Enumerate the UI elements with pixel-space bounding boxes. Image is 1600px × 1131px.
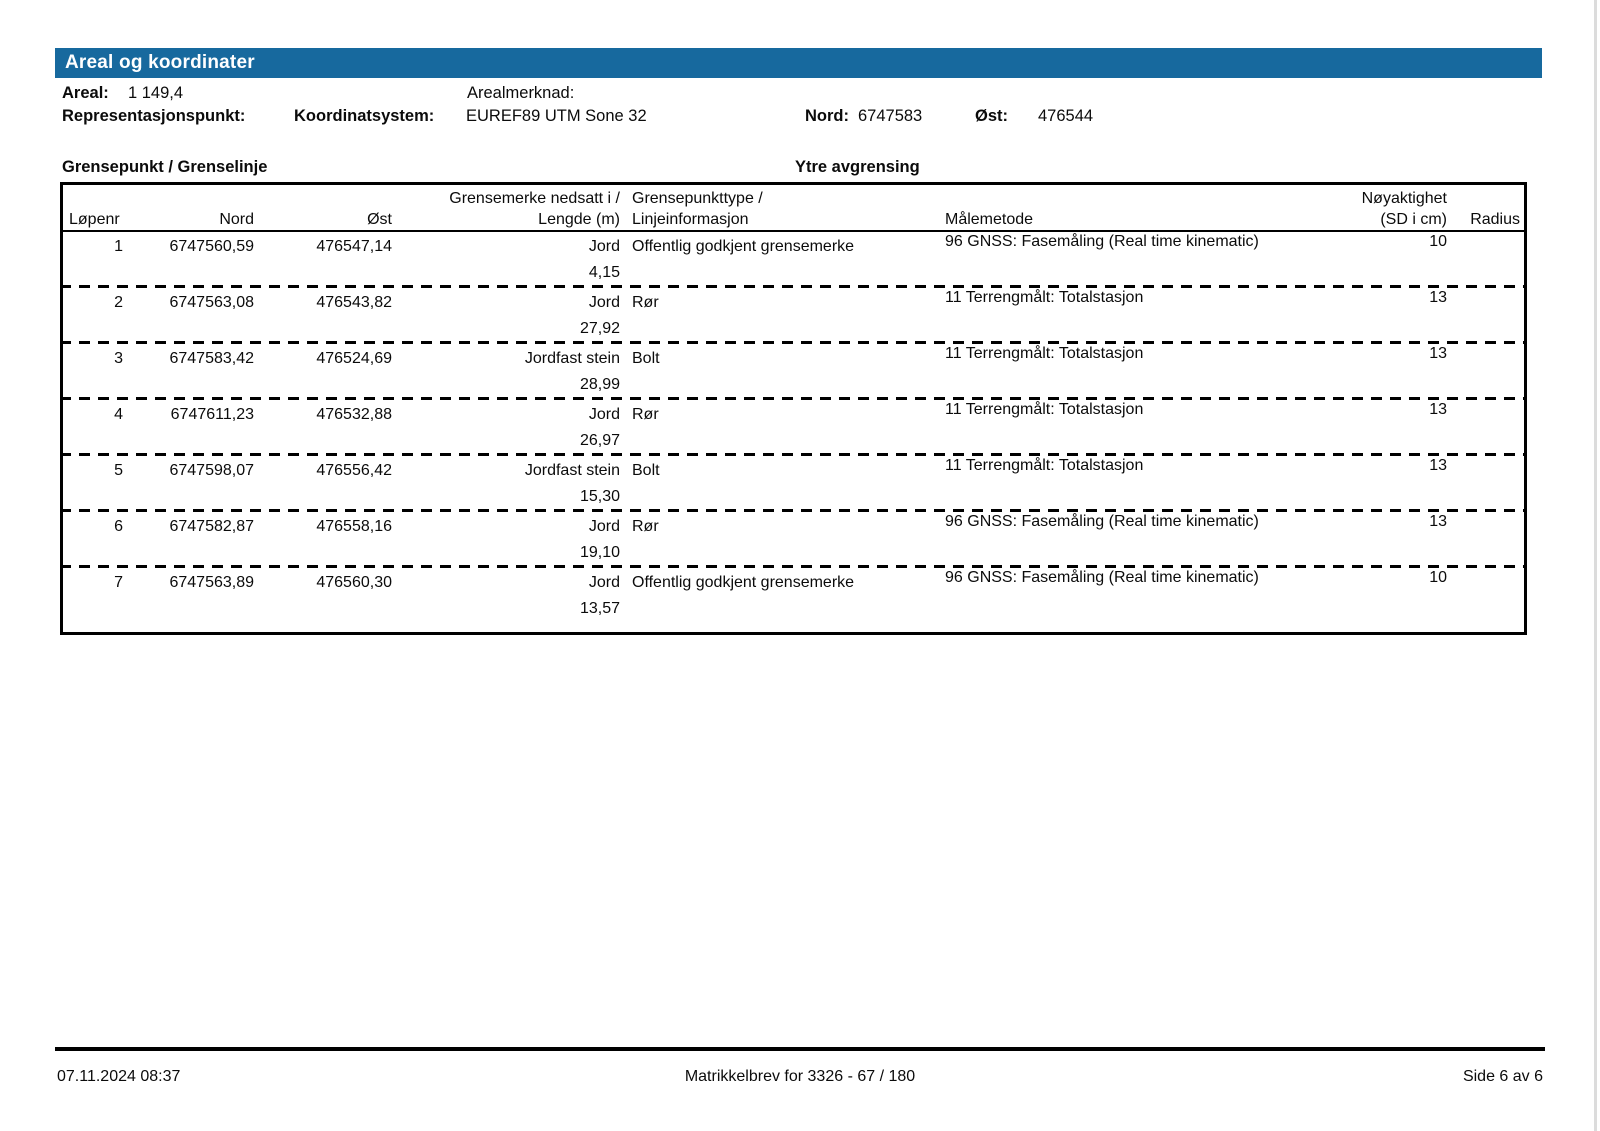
koordinatsystem-label: Koordinatsystem: [294,107,435,125]
table-row [63,512,1524,568]
footer-document-title: Matrikkelbrev for 3326 - 67 / 180 [684,1068,916,1085]
cell-ost: 476558,16 [316,518,392,535]
cell-ost: 476556,42 [316,462,392,479]
cell-lopenr: 5 [114,462,123,479]
cell-radius [1452,514,1524,568]
cell-nord: 6747611,23 [170,406,254,423]
representasjonspunkt-label: Representasjonspunkt: [62,107,246,125]
cell-nord: 6747582,87 [169,518,254,535]
arealmerknad-label: Arealmerknad: [467,84,575,102]
grensepunkt-table [60,182,1527,635]
cell-malemetode: 96 GNSS: Fasemåling (Real time kinematic) [945,569,1259,586]
col-header-nord: Nord [219,211,254,228]
cell-lopenr: 6 [114,518,123,535]
cell-lengde: 19,10 [579,544,620,561]
cell-lengde: 28,99 [579,376,620,393]
cell-radius [1452,346,1524,400]
table-row [63,344,1524,400]
cell-grensemerke-lengde [398,458,630,512]
cell-noyaktighet: 13 [1429,457,1447,474]
ost-label: Øst: [975,107,1008,125]
col-header-radius: Radius [1470,211,1520,228]
cell-grensemerke: Jord [588,238,620,255]
cell-noyaktighet: 13 [1429,289,1447,306]
table-rows [63,232,1524,624]
table-row [63,288,1524,344]
cell-lengde: 27,92 [579,320,620,337]
footer-datetime: 07.11.2024 08:37 [57,1068,181,1085]
cell-noyaktighet: 10 [1429,569,1447,586]
cell-grensemerke-lengde [398,514,630,568]
cell-ost: 476524,69 [316,350,392,367]
table-row [63,568,1524,624]
cell-lengde: 13,57 [579,600,620,617]
cell-noyaktighet: 13 [1429,513,1447,530]
table-header-row [63,185,1524,232]
ytre-avgrensing-section-title: Ytre avgrensing [795,158,920,176]
cell-nord: 6747563,89 [169,574,254,591]
cell-nord: 6747560,59 [169,238,254,255]
cell-grensemerke-lengde [398,402,630,456]
table-row [63,456,1524,512]
cell-grensepunkttype: Offentlig godkjent grensemerke [632,574,855,591]
col-header-noyaktighet-line1: Nøyaktighet [1361,190,1447,207]
cell-grensemerke-lengde [398,346,630,400]
col-header-lopenr: Løpenr [69,211,120,228]
cell-malemetode: 11 Terrengmålt: Totalstasjon [945,289,1144,306]
cell-radius [1452,402,1524,456]
table-row [63,400,1524,456]
cell-grensemerke: Jordfast stein [524,350,620,367]
table-row [63,232,1524,288]
cell-grensepunkttype: Bolt [632,462,660,479]
cell-noyaktighet: 10 [1429,233,1447,250]
cell-lopenr: 1 [114,238,123,255]
section-header-bar [55,48,1542,78]
footer-page-number: Side 6 av 6 [1462,1068,1543,1085]
cell-malemetode: 11 Terrengmålt: Totalstasjon [945,401,1144,418]
cell-ost: 476560,30 [316,574,392,591]
cell-grensemerke: Jord [588,406,620,423]
cell-grensepunkttype: Rør [632,294,659,311]
col-header-malemetode: Målemetode [945,211,1034,228]
cell-lopenr: 2 [114,294,123,311]
nord-label: Nord: [805,107,849,125]
cell-grensepunkttype: Bolt [632,350,660,367]
col-header-linjeinformasjon: Linjeinformasjon [632,211,749,228]
cell-lengde: 26,97 [579,432,620,449]
cell-malemetode: 96 GNSS: Fasemåling (Real time kinematic) [945,233,1259,250]
cell-malemetode: 96 GNSS: Fasemåling (Real time kinematic) [945,513,1259,530]
cell-nord: 6747598,07 [169,462,254,479]
nord-value: 6747583 [858,107,923,125]
cell-nord: 6747563,08 [169,294,254,311]
areal-label: Areal: [62,84,109,102]
grensepunkt-section-title: Grensepunkt / Grenselinje [62,158,268,176]
cell-nord: 6747583,42 [169,350,254,367]
cell-lengde: 4,15 [588,264,620,281]
cell-radius [1452,458,1524,512]
footer-divider [55,1047,1545,1051]
col-header-grensepunkttype [630,188,945,230]
col-header-type: Grensepunkttype / [632,190,763,207]
col-header-grensemerke: Grensemerke nedsatt i / [449,190,620,207]
cell-radius [1452,570,1524,624]
col-header-grensemerke-lengde [398,188,630,230]
cell-lopenr: 7 [114,574,123,591]
cell-lopenr: 3 [114,350,123,367]
cell-grensemerke-lengde [398,570,630,624]
cell-ost: 476543,82 [316,294,392,311]
col-header-sd-i-cm: (SD i cm) [1380,211,1447,228]
cell-lengde: 15,30 [579,488,620,505]
cell-malemetode: 11 Terrengmålt: Totalstasjon [945,457,1144,474]
cell-radius [1452,234,1524,288]
cell-lopenr: 4 [114,406,123,423]
col-header-noyaktighet [1300,188,1452,230]
cell-grensemerke: Jordfast stein [524,462,620,479]
cell-ost: 476547,14 [316,238,392,255]
cell-grensepunkttype: Rør [632,518,659,535]
cell-grensemerke: Jord [588,294,620,311]
cell-grensemerke-lengde [398,290,630,344]
col-header-ost: Øst [367,211,392,228]
cell-grensemerke-lengde [398,234,630,288]
koordinatsystem-value: EUREF89 UTM Sone 32 [466,107,647,125]
cell-grensemerke: Jord [588,574,620,591]
footer [55,1066,1545,1088]
section-header-title: Areal og koordinater [65,52,255,73]
cell-noyaktighet: 13 [1429,345,1447,362]
cell-ost: 476532,88 [316,406,392,423]
col-header-lengde: Lengde (m) [538,211,620,228]
cell-grensepunkttype: Offentlig godkjent grensemerke [632,238,855,255]
cell-grensemerke: Jord [588,518,620,535]
cell-malemetode: 11 Terrengmålt: Totalstasjon [945,345,1144,362]
ost-value: 476544 [1038,107,1094,125]
cell-radius [1452,290,1524,344]
page-edge-line [1594,0,1597,1131]
areal-value: 1 149,4 [128,84,184,102]
cell-grensepunkttype: Rør [632,406,659,423]
cell-noyaktighet: 13 [1429,401,1447,418]
